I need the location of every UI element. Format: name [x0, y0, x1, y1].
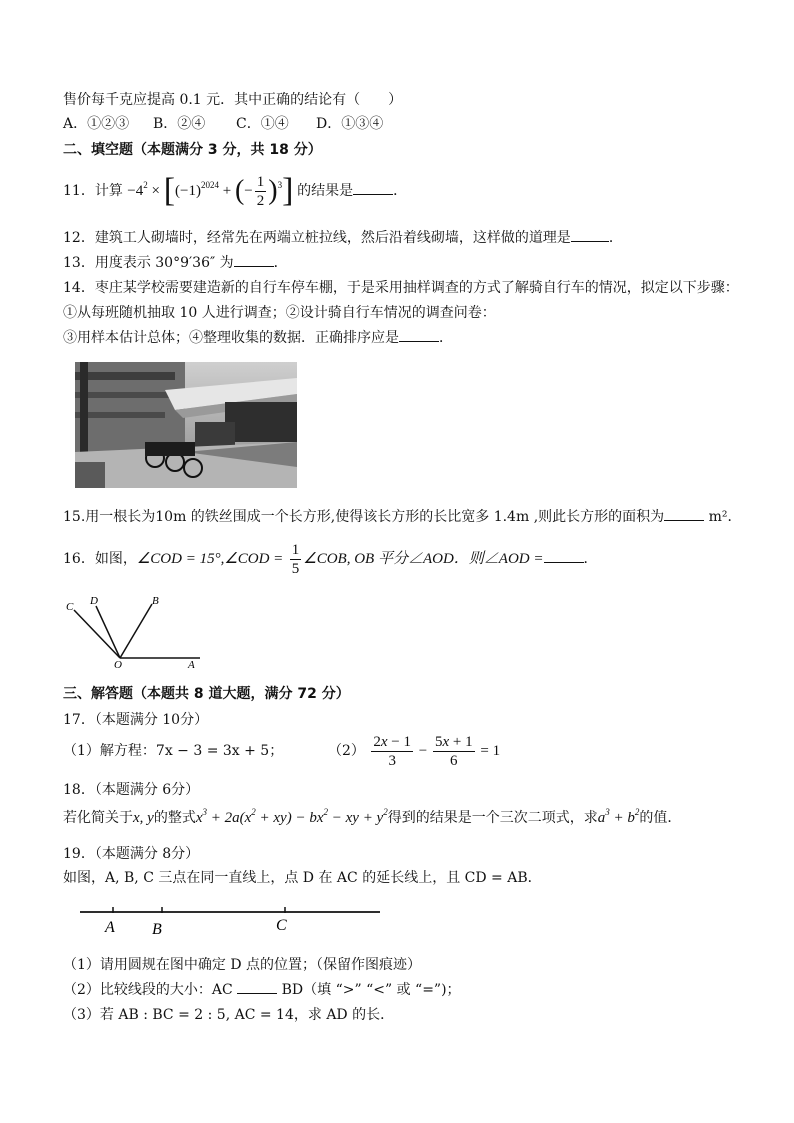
bike-shed-photo — [75, 362, 297, 488]
q14-line3 — [63, 328, 453, 348]
q18-target: $a^3 + b^2$ — [597, 807, 640, 826]
angle-figure — [60, 592, 210, 672]
q10-option-a: A．①②③ — [63, 116, 130, 132]
q14-line3-text: ③用样本估计总体；④整理收集的数据．正确排序应是 — [63, 330, 399, 346]
q11-end: ． — [393, 183, 408, 199]
q19-sub2-b: BD（填 “>” “<” 或 “=”)； — [281, 982, 461, 998]
ray-ob — [120, 604, 152, 658]
q10-option-b: B．②④ — [153, 116, 206, 132]
q18-body-d: 的值． — [639, 810, 682, 826]
q15-line — [63, 507, 742, 527]
q19-body: 如图，A, B, C 三点在同一直线上，点 D 在 AC 的延长线上，且 CD = AB． — [63, 870, 542, 886]
label-d: D — [90, 595, 98, 607]
q11-prefix: 11．计算 — [63, 183, 123, 199]
q10-tail-line: 售价每千克应提高 0.1 元．其中正确的结论有（ ） — [63, 92, 403, 108]
q13-text: 13．用度表示 30°9′36″ 为 — [63, 255, 234, 271]
q16-prefix: 16．如图， — [63, 551, 137, 567]
q17-head: 17．（本题满分 10分） — [63, 712, 209, 728]
ray-od — [96, 606, 120, 658]
q10-option-d: D．①③④ — [316, 116, 384, 132]
section2-title: 二、填空题（本题满分 3 分，共 18 分） — [63, 142, 322, 158]
q17-equation: $\frac{2x - 1}{3}$ − $\frac{5x + 1}{6}$ = 1 — [373, 734, 501, 770]
q12-end: ． — [608, 230, 623, 246]
q15-answer-blank[interactable] — [664, 508, 704, 521]
q16-end: ． — [583, 551, 598, 567]
q14-line1: 14．枣庄某学校需要建造新的自行车停车棚，于是采用抽样调查的方式了解骑自行车的情况，拟定以下步骤： — [63, 280, 739, 296]
q11-expression: $-4^2 \times [(-1)^{2024}$ + (− $\frac{1}{2}$ )$^3$] — [127, 172, 294, 210]
q18-body-c: 得到的结果是一个三次二项式，求 — [387, 810, 598, 826]
q14-end: ． — [439, 330, 453, 346]
q11-suffix: 的结果是 — [297, 183, 354, 199]
q16-cond: ∠COD = 15°,∠COD = — [136, 551, 284, 567]
q13-end: ． — [273, 255, 288, 271]
q13-line — [63, 253, 288, 273]
label-point-c: C — [276, 917, 287, 934]
q19-sub2-a: （2）比较线段的大小：AC — [63, 982, 233, 998]
q18-body — [63, 808, 681, 828]
q12-line — [63, 228, 623, 248]
ray-oc — [74, 610, 120, 658]
q19-compare-blank[interactable] — [237, 981, 277, 994]
segment-figure — [70, 900, 390, 940]
q14-answer-blank[interactable] — [399, 329, 439, 342]
q17-part1: （1）解方程：7x − 3 = 3x + 5； — [63, 743, 284, 759]
q17-part2-label: （2） — [328, 743, 365, 759]
q15-unit: m²． — [708, 509, 742, 525]
q19-sub2 — [63, 980, 461, 1000]
section3-title: 三、解答题（本题共 8 道大题，满分 72 分） — [63, 686, 350, 702]
q17-part2 — [328, 733, 500, 770]
q11-line — [63, 171, 407, 211]
q12-text: 12．建筑工人砌墙时，经常先在两端立桩拉线，然后沿着线砌墙，这样做的道理是 — [63, 230, 571, 246]
label-c: C — [66, 601, 74, 613]
q19-sub3: （3）若 AB : BC = 2 : 5, AC = 14，求 AD 的长． — [63, 1007, 395, 1023]
label-point-b: B — [152, 921, 162, 938]
q19-head: 19．（本题满分 8分） — [63, 846, 200, 862]
q11-answer-blank[interactable] — [353, 182, 393, 195]
q14-line2: ①从每班随机抽取 10 人进行调查；②设计骑自行车情况的调查问卷： — [63, 305, 496, 321]
q18-head: 18．（本题满分 6分） — [63, 782, 200, 798]
q16-line — [63, 540, 598, 578]
q19-sub1: （1）请用圆规在图中确定 D 点的位置；（保留作图痕迹） — [63, 957, 422, 973]
q18-body-b: 的整式 — [153, 810, 196, 826]
q12-answer-blank[interactable] — [571, 229, 609, 242]
q16-fraction: $\frac{1}{5}$ — [291, 541, 300, 577]
label-b: B — [152, 595, 159, 607]
q16-answer-blank[interactable] — [544, 550, 584, 563]
q18-expression: $x^3 + 2a(x^2 + xy) - bx^2$ − xy + $y^2$ — [195, 807, 388, 826]
label-a: A — [188, 659, 195, 671]
label-o: O — [114, 659, 122, 671]
q16-cond2: ∠COB, OB 平分∠AOD．则∠AOD = — [303, 551, 544, 567]
q18-vars: x, y — [133, 810, 154, 826]
q18-body-a: 若化简关于 — [63, 810, 133, 826]
q10-option-c: C．①④ — [236, 116, 289, 132]
label-point-a: A — [105, 919, 115, 936]
q13-answer-blank[interactable] — [234, 254, 274, 267]
q15-text: 15.用一根长为10m 的铁丝围成一个长方形,使得该长方形的长比宽多 1.4m ,则此长方形的面积为 — [63, 509, 665, 525]
